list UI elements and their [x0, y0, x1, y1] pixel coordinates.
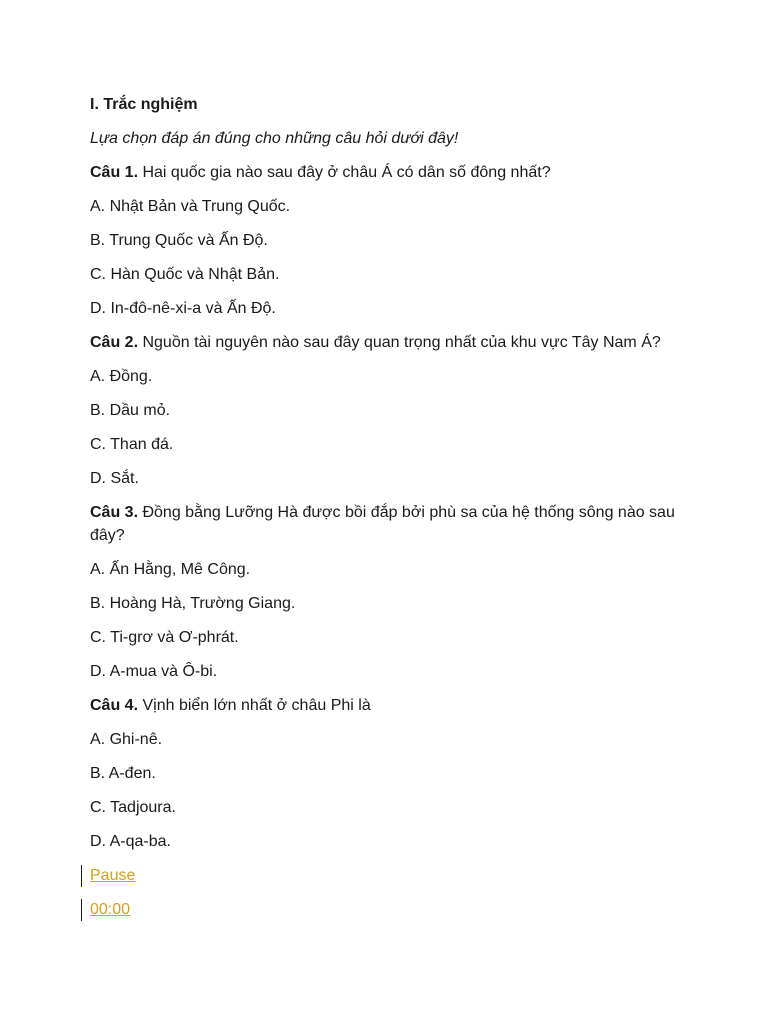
question-text: Vịnh biển lớn nhất ở châu Phi là: [142, 697, 371, 714]
option-2a: A. Đồng.: [90, 368, 153, 385]
option-1c: C. Hàn Quốc và Nhật Bản.: [90, 266, 280, 283]
question-text: Đồng bằng Lưỡng Hà được bồi đắp bởi phù sa của hệ thống sông nào sau đây?: [90, 504, 675, 544]
option-1b: B. Trung Quốc và Ấn Độ.: [90, 232, 268, 249]
text-cursor-bar: [81, 865, 82, 887]
option-4b: B. A-đen.: [90, 765, 156, 782]
option-4d: D. A-qa-ba.: [90, 833, 171, 850]
question-2: [90, 331, 680, 354]
option-2d: D. Sắt.: [90, 470, 139, 487]
question-1: [90, 161, 680, 184]
question-number: Câu 4.: [90, 697, 139, 714]
section-title: I. Trắc nghiệm: [90, 96, 198, 113]
option-1a: A. Nhật Bản và Trung Quốc.: [90, 198, 291, 215]
question-number: Câu 2.: [90, 334, 139, 351]
question-number: Câu 1.: [90, 164, 139, 181]
text-cursor-bar: [81, 899, 82, 921]
question-4: [90, 694, 680, 717]
question-number: Câu 3.: [90, 504, 139, 521]
option-4c: C. Tadjoura.: [90, 799, 176, 816]
option-4a: A. Ghi-nê.: [90, 731, 163, 748]
pause-control: [90, 864, 680, 887]
option-3d: D. A-mua và Ô-bi.: [90, 663, 218, 680]
option-3b: B. Hoàng Hà, Trường Giang.: [90, 595, 296, 612]
document-page: [90, 93, 680, 932]
option-3c: C. Ti-grơ và Ơ-phrát.: [90, 629, 239, 646]
time-control: [90, 898, 680, 921]
section-instruction: Lựa chọn đáp án đúng cho những câu hỏi dưới đây!: [90, 130, 459, 147]
question-text: Nguồn tài nguyên nào sau đây quan trọng nhất của khu vực Tây Nam Á?: [142, 334, 661, 351]
time-link[interactable]: 00:00: [90, 901, 131, 918]
option-2b: B. Dầu mỏ.: [90, 402, 171, 419]
option-3a: A. Ấn Hằng, Mê Công.: [90, 561, 251, 578]
option-2c: C. Than đá.: [90, 436, 174, 453]
question-text: Hai quốc gia nào sau đây ở châu Á có dân số đông nhất?: [142, 164, 551, 181]
pause-link[interactable]: Pause: [90, 867, 136, 884]
option-1d: D. In-đô-nê-xi-a và Ấn Độ.: [90, 300, 276, 317]
question-3: [90, 501, 680, 547]
